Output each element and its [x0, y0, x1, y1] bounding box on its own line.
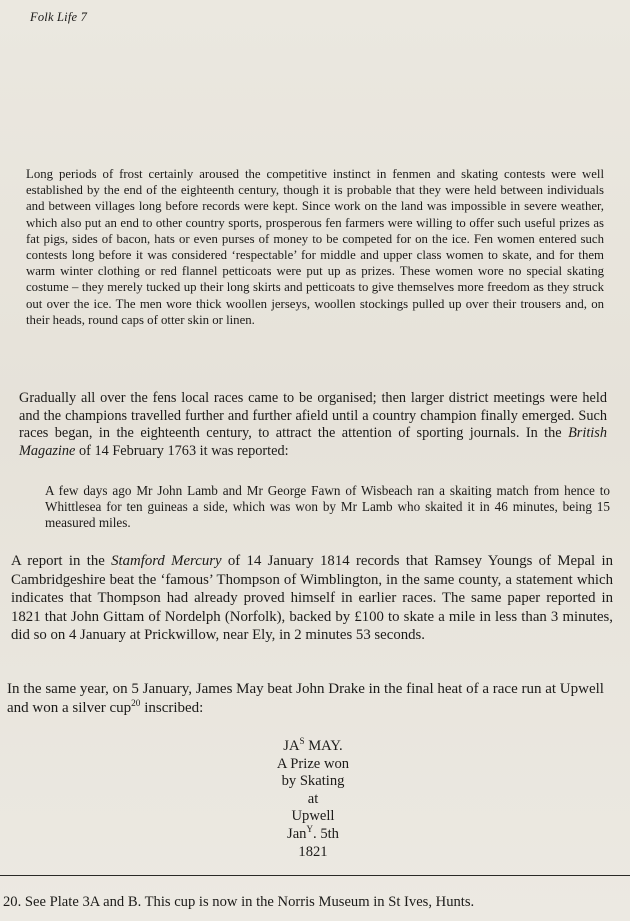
footnote-20: 20. See Plate 3A and B. This cup is now in the Norris Museum in St Ives, Hunts.: [3, 894, 475, 910]
paragraph-silver-cup-text: In the same year, on 5 January, James May beat John Drake in the final heat of a race run at Upwell and won a silver cup: [7, 681, 604, 716]
block-quote-skaiting-match: A few days ago Mr John Lamb and Mr George Fawn of Wisbeach ran a skaiting match from hence to Whittlesea for ten guineas a side, which was won by Mr Lamb who skaited it in 46 minutes, being 15 measured miles.: [45, 483, 610, 530]
inscription-line-name: $JA^S$ MAY.: [283, 736, 343, 754]
paragraph-local-races: [19, 390, 607, 460]
inscription-line-at: at: [307, 790, 319, 807]
paragraph-local-races-text: Gradually all over the fens local races came to be organised; then larger district meetings were held and the champions travelled further and further afield until a country champion finally emerged. Such races began, in the eighteenth century, to attract the attention of sporting journals. In the: [19, 390, 607, 442]
journal-title-stamford-mercury: Stamford Mercury: [111, 553, 222, 569]
paragraph-silver-cup-end: inscribed:: [140, 700, 204, 716]
inscription-line-prize: A Prize won: [276, 755, 350, 772]
inscription-line-year: 1821: [298, 843, 328, 860]
paragraph-silver-cup: [7, 680, 617, 718]
paragraph-stamford-mercury-text: of 14 January 1814 records that Ramsey Youngs of Mepal in Cambridgeshire beat the ‘famous’ Thompson of Wimblington, in the same county, a statement which indicates that Thompson had already proved himself in earlier races. The same paper reported in 1821 that John Gittam of Nordelph (Norfolk), backed by £100 to skate a mile in less than 3 minutes, did so on 4 January at Prickwillow, near Ely, in 2 minutes 53 seconds.: [11, 553, 613, 643]
cup-inscription: [213, 738, 413, 861]
journal-title-british-magazine: British Magazine: [19, 425, 607, 459]
inscription-line-place: Upwell: [291, 808, 335, 825]
paragraph-stamford-mercury-start: A report in the: [11, 553, 112, 569]
inscription-line-date: Jan$^Y$. 5th: [287, 824, 339, 842]
footnote-marker: 20: [131, 699, 141, 709]
paragraph-local-races-end: of 14 February 1763 it was reported:: [75, 442, 289, 459]
footnote-divider: [0, 875, 630, 876]
running-head: Folk Life 7: [30, 10, 88, 24]
inscription-line-skating: by Skating: [281, 773, 345, 790]
paragraph-frost-contests: Long periods of frost certainly aroused the competitive instinct in fenmen and skating contests were well established by the end of the eighteenth century, though it is probable that they were held between individuals and between villages long before records were kept. Since work on the land was impossible in severe weather, which also put an end to other country sports, prosperous fen farmers were willing to offer such useful prizes as fat pigs, sides of bacon, hats or even purses of money to be competed for on the ice. Fen women entered such contests long before it was considered ‘respectable’ for middle and upper class women to skate, and for them warm winter clothing or red flannel petticoats were put up as prizes. These women wore no special skating costume – they merely tucked up their long skirts and petticoats to give themselves more freedom as they struck out over the ice. The men wore thick woollen jerseys, woollen stockings pulled up over their trousers and, on their heads, round caps of otter skin or linen.: [26, 167, 604, 327]
paragraph-stamford-mercury: [11, 552, 613, 645]
